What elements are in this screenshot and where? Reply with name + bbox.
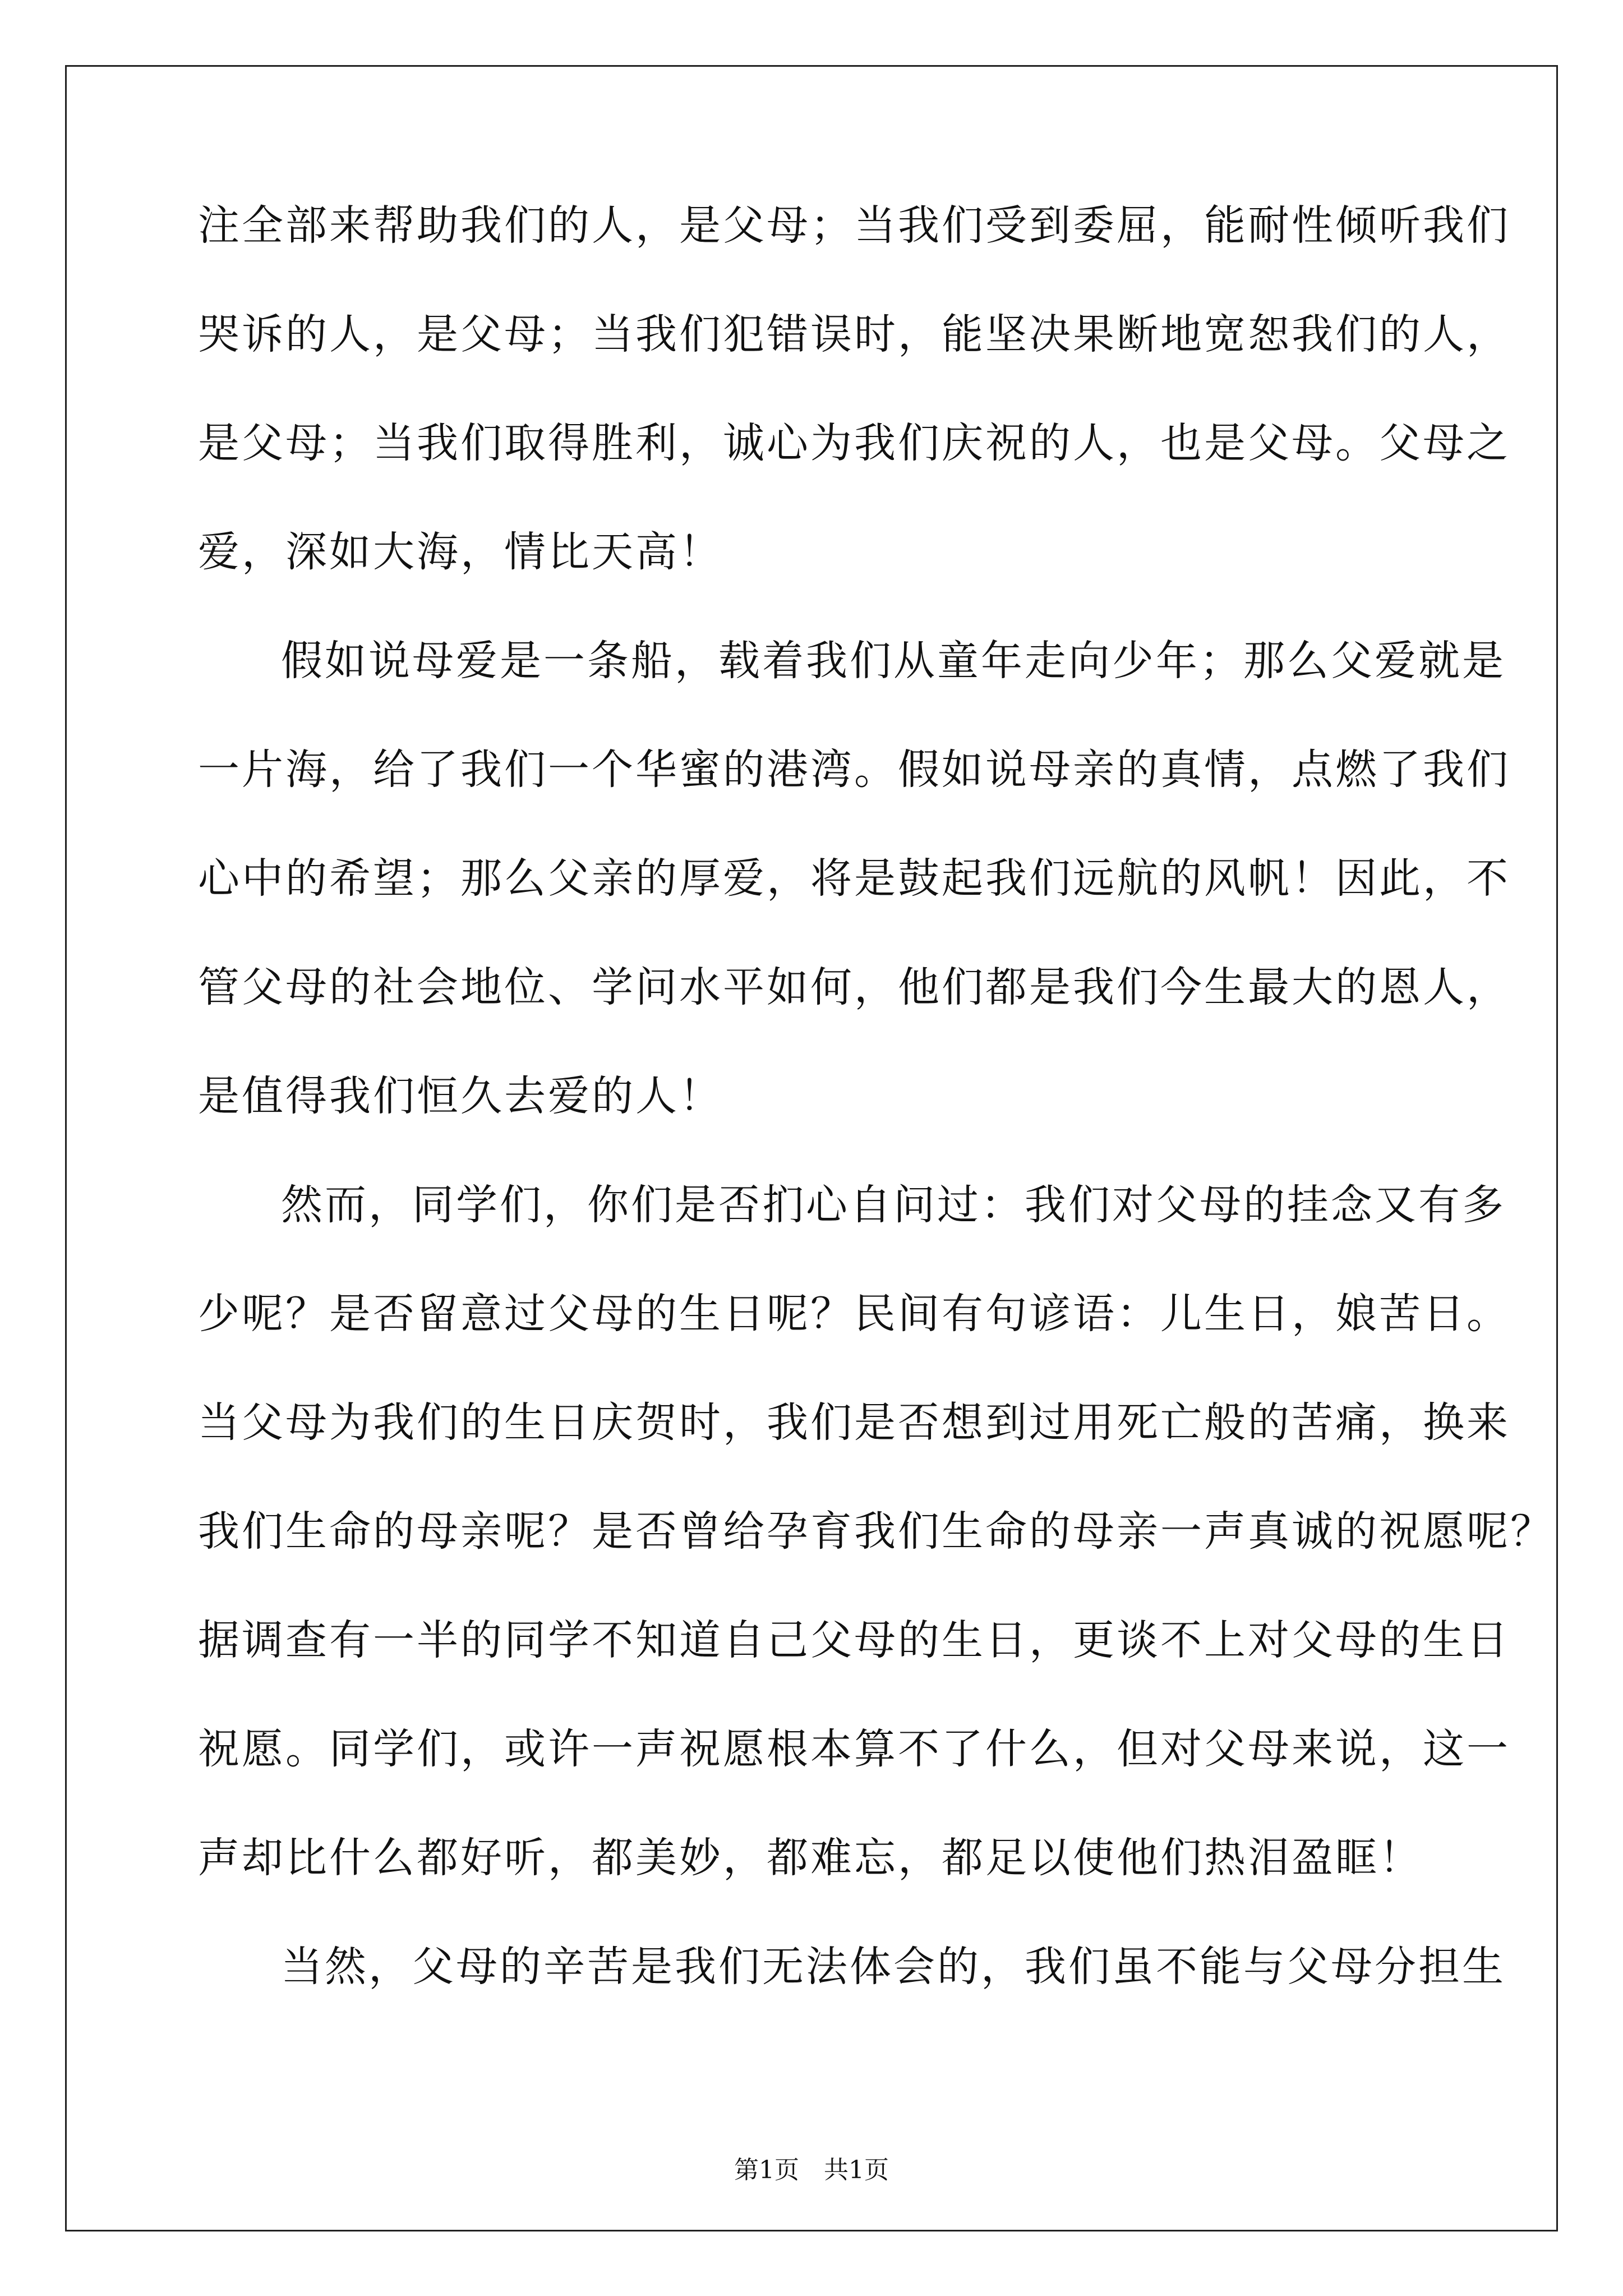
text-line: 我们生命的母亲呢？是否曾给孕育我们生命的母亲一声真诚的祝愿呢？ (198, 1507, 1554, 1556)
page-footer: 第1页 共1页 (734, 2156, 889, 2184)
text-line: 祝愿。同学们，或许一声祝愿根本算不了什么，但对父母来说，这一 (198, 1725, 1510, 1773)
text-line: 注全部来帮助我们的人，是父母；当我们受到委屈，能耐性倾听我们 (198, 201, 1510, 250)
text-line: 哭诉的人，是父母；当我们犯错误时，能坚决果断地宽恕我们的人， (198, 310, 1510, 358)
text-line: 一片海，给了我们一个华蜜的港湾。假如说母亲的真情，点燃了我们 (198, 746, 1510, 794)
text-line: 假如说母爱是一条船，载着我们从童年走向少年；那么父爱就是 (281, 637, 1506, 685)
text-line: 少呢？是否留意过父母的生日呢？民间有句谚语：儿生日，娘苦日。 (198, 1290, 1510, 1338)
text-line: 当然，父母的辛苦是我们无法体会的，我们虽不能与父母分担生 (281, 1943, 1506, 1991)
text-line: 管父母的社会地位、学问水平如何，他们都是我们今生最大的恩人， (198, 963, 1510, 1011)
document-body (198, 199, 1554, 2049)
text-line: 声却比什么都好听，都美妙，都难忘，都足以使他们热泪盈眶！ (198, 1834, 1423, 1882)
text-line: 是父母；当我们取得胜利，诚心为我们庆祝的人，也是父母。父母之 (198, 419, 1510, 467)
text-line: 然而，同学们，你们是否扪心自问过：我们对父母的挂念又有多 (281, 1181, 1506, 1229)
text-line: 据调查有一半的同学不知道自己父母的生日，更谈不上对父母的生日 (198, 1616, 1510, 1664)
text-line: 心中的希望；那么父亲的厚爱，将是鼓起我们远航的风帆！因此，不 (198, 854, 1510, 903)
text-line: 当父母为我们的生日庆贺时，我们是否想到过用死亡般的苦痛，换来 (198, 1398, 1510, 1447)
text-line: 爱，深如大海，情比天高！ (198, 528, 723, 576)
text-line: 是值得我们恒久去爱的人！ (198, 1072, 723, 1120)
